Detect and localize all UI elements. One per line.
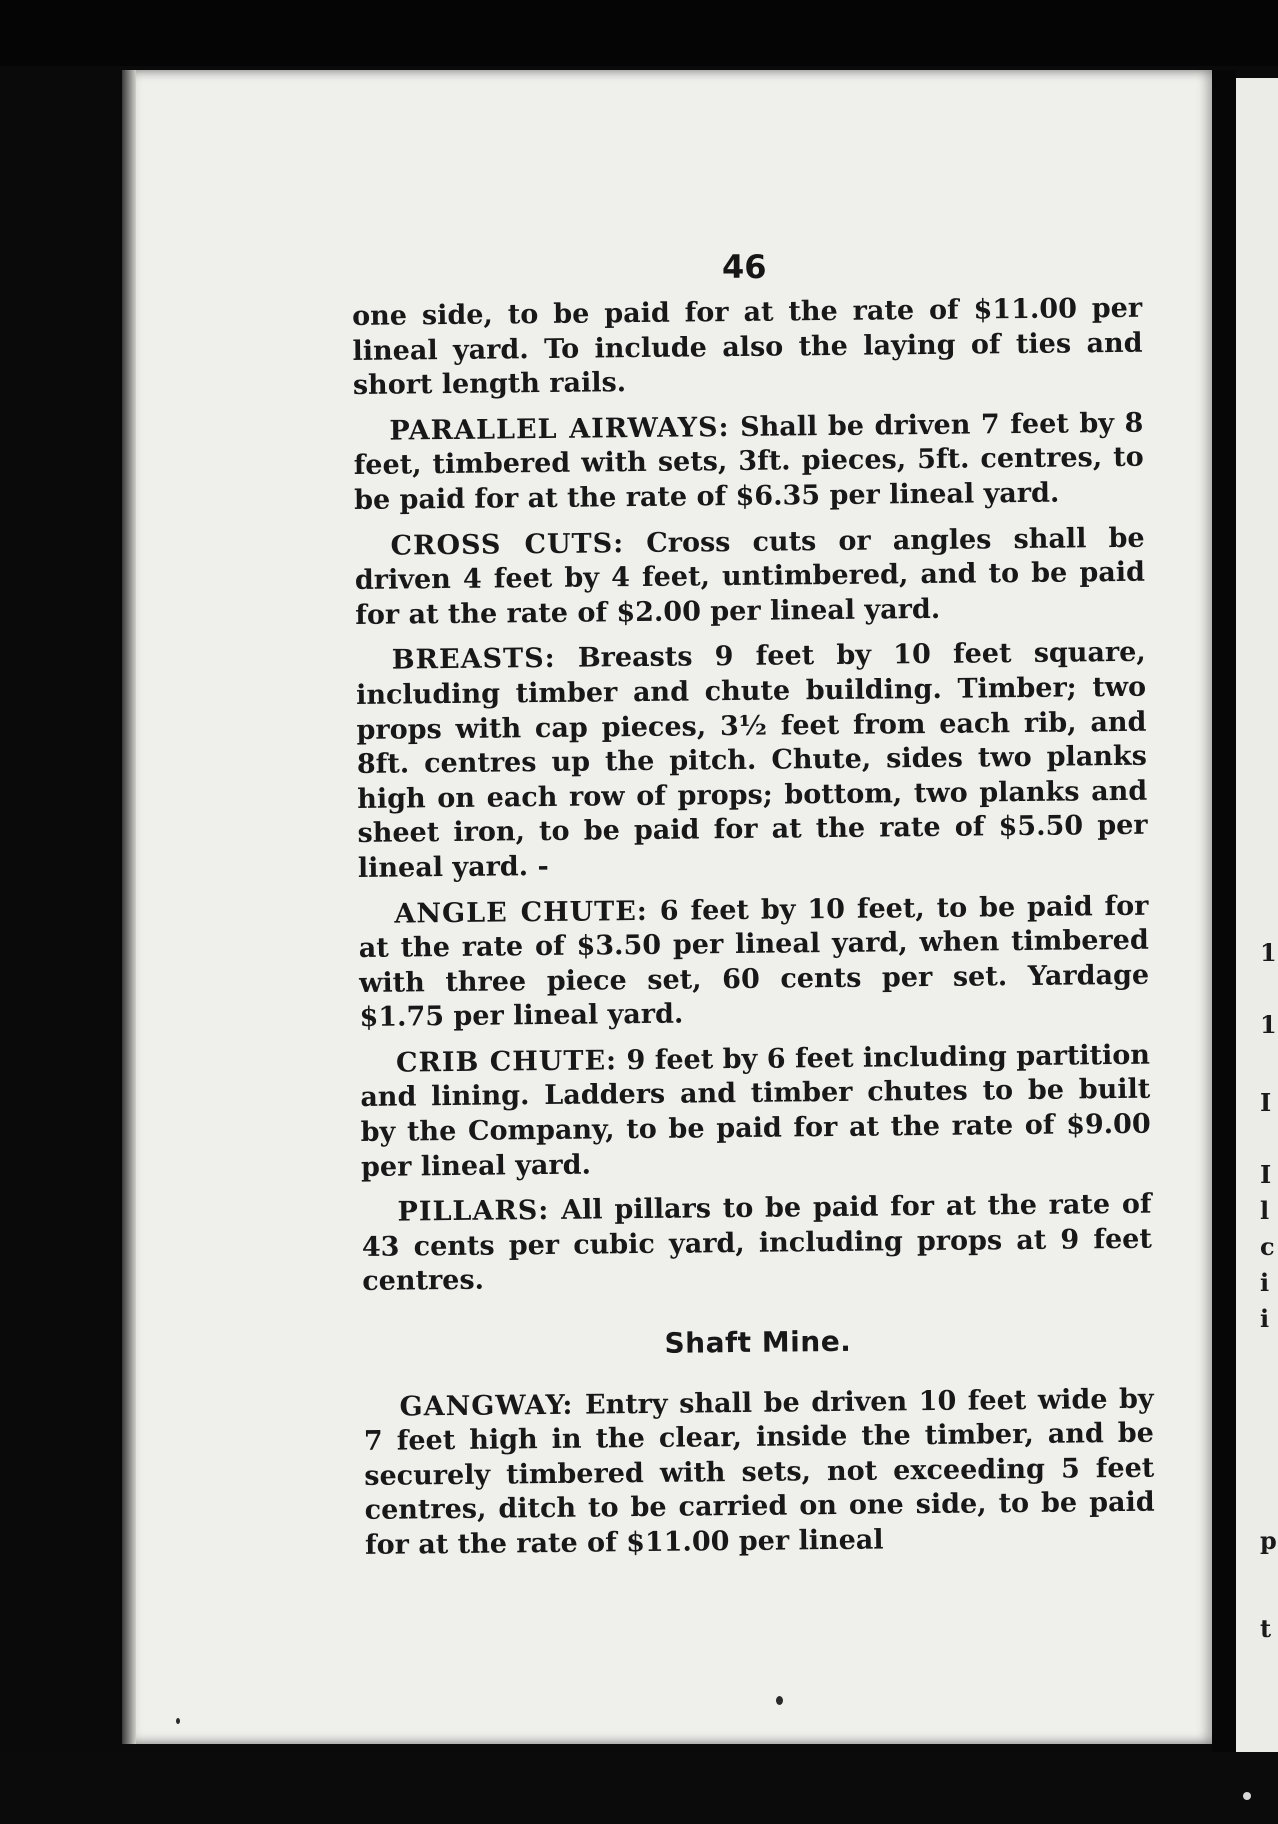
adjacent-letter: l (1260, 1196, 1270, 1225)
paragraph-cross-cuts (354, 521, 1145, 633)
paragraph-angle-chute (358, 889, 1149, 1036)
paragraph-body: 6 feet by 10 feet, to be paid for at the rate of $3.50 per lineal yard, when timbered with three piece set, 60 cents per set. Yardage $1.75 per lineal yard. (358, 890, 1150, 1034)
paragraph-continuation (352, 292, 1143, 404)
paragraph-body: Breasts 9 feet by 10 feet square, including timber and chute building. Timber; two props with cap pieces, 3½ feet from each rib, and 8ft. centres up the pitch. Chute, sides two planks high on each row of props; bottom, two planks and sheet iron, to be paid for at the rate of $5.50 per lineal yard. - (355, 637, 1148, 884)
paragraph-breasts (356, 636, 1148, 886)
adjacent-page-edge (1236, 78, 1278, 1758)
adjacent-letter: 1 (1260, 938, 1277, 967)
page-gutter (1212, 70, 1236, 1760)
paragraph-pillars (361, 1188, 1152, 1300)
adjacent-letter: i (1260, 1304, 1270, 1333)
section-heading: Shaft Mine. (664, 1324, 852, 1360)
ink-speck (776, 1696, 783, 1705)
paragraph-heading: CRIB CHUTE: (395, 1045, 618, 1079)
adjacent-letter: i (1260, 1268, 1270, 1297)
paragraph-body: 9 feet by 6 feet including partition and lining. Ladders and timber chutes to be built by the Company, to be paid for at the rate of $9.00 per lineal yard. (360, 1039, 1151, 1183)
adjacent-letter: 1 (1260, 1010, 1277, 1039)
paragraph-heading: CROSS CUTS: (390, 527, 625, 562)
ink-speck (1243, 1792, 1251, 1800)
paragraph-parallel-airways (353, 407, 1144, 519)
page-number: 46 (722, 248, 767, 286)
paragraph-heading: PARALLEL AIRWAYS: (389, 411, 730, 447)
paragraph-body: one side, to be paid for at the rate of $11.00 per lineal yard. To include also the laying of ties and short length rails. (352, 292, 1143, 402)
adjacent-letter: I (1260, 1160, 1272, 1189)
paragraph-gangway (363, 1382, 1155, 1563)
adjacent-letter: p (1260, 1526, 1277, 1555)
paragraph-body: Shall be driven 7 feet by 8 feet, timbered with sets, 3ft. pieces, 5ft. centres, to be paid for at the rate of $6.35 per lineal yard. (353, 407, 1144, 516)
scan-top-border (0, 0, 1278, 66)
paragraph-crib-chute (360, 1039, 1151, 1186)
ink-speck (176, 1718, 180, 1724)
paragraph-body: Entry shall be driven 10 feet wide by 7 feet high in the clear, inside the timber, and be securely timbered with sets, not exceeding 5 feet centres, ditch to be carried on one side, to be paid for at the rate of $11.00 per lineal (363, 1383, 1155, 1561)
paragraph-heading: ANGLE CHUTE: (394, 895, 648, 930)
paragraph-body: All pillars to be paid for at the rate of 43 cents per cubic yard, including props at 9 feet centres. (361, 1188, 1153, 1298)
adjacent-letter: c (1260, 1232, 1275, 1261)
adjacent-letter: I (1260, 1088, 1272, 1117)
paragraph-heading: GANGWAY: (399, 1389, 574, 1423)
page-binding-shadow (122, 70, 136, 1744)
page-text (352, 292, 1155, 1575)
adjacent-letter: t (1260, 1614, 1272, 1643)
paragraph-heading: PILLARS: (397, 1195, 550, 1228)
scan-bottom-border (0, 1752, 1278, 1824)
paragraph-body: Cross cuts or angles shall be driven 4 feet by 4 feet, untimbered, and to be paid for at the rate of $2.00 per lineal yard. (354, 522, 1146, 631)
paragraph-heading: BREASTS: (391, 643, 556, 676)
